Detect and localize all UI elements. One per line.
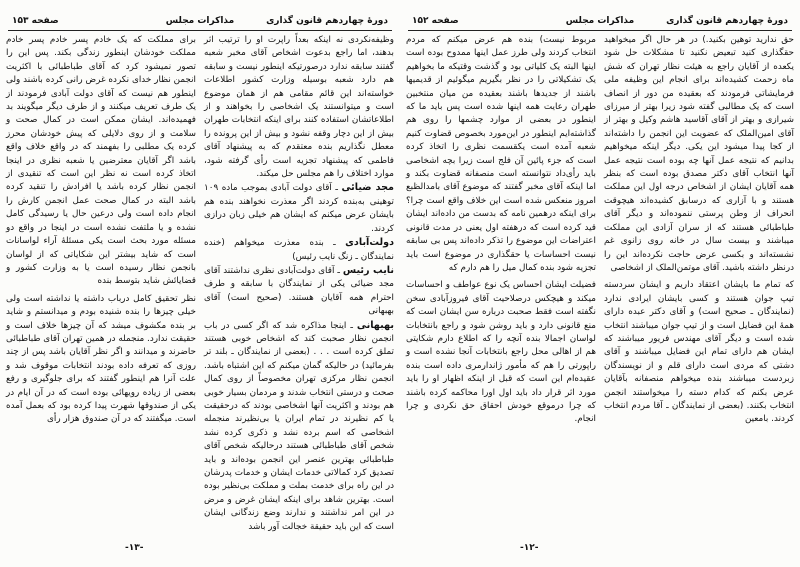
text-column-left (406, 34, 596, 427)
text-column-left (6, 34, 196, 427)
page-header (8, 16, 392, 31)
speaker-name: مجد ضیائی (341, 182, 394, 194)
speech (204, 181, 394, 236)
text-column-right (604, 34, 794, 427)
page-footer-number: -۱۲- (520, 543, 539, 553)
paragraph: وظیفه‌نکردی نه اینکه بعداً راپرت او را ترتیب اثر بدهند، اما راجع بدعوت اشخاص آقای مخبر شعبه گفتند سابقه ندارد درصورتیکه اینطور نیست و سابقه هم دارد شعبه بوسیله وزارت کشور اطلاعات خواسته‌اند این قائم مقامی هم از همان موضوع است و میتوانستند یک اشخاصی را بخواهند و از اطلاعاتشان استفاده کنند برای اینکه انتخابات طهران بیش از این دچار وقفه نشود و بیش از این پرونده را معطل نگذاریم بنده معتقدم که به پیشنهاد آقای فاطمی که پیشنهاد تجزیه است رأی گرفته شود، موارد اختلاف را هم مجلس حل میکند. (204, 35, 394, 180)
speech (204, 236, 394, 264)
speech-text: ـ آقای دولت‌آبادی نظری نداشتند آقای مجد ضیائی یکی از نمایندگان با سابقه و طرف احترام همه آقایان هستند. (صحیح است) آقای بهبهانی (204, 265, 394, 317)
paragraph: فضیلت ایشان احساس یک نوع عواطف و احساسات میکند و هیچکس درصلاحیت آقای فیروزآبادی سخن نگفته است فقط صحبت درباره سن ایشان است که منع قانونی دارد و باید روشن شود و راجع بانتخابات لواسان اجمالا بنده آنچه را که اطلاع دارم شکایتی هم از اهالی محل راجع بانتخابات آنجا نشده است و راپورتی را هم که مأمور ژاندارمری داده است بنده عقیده‌ام این است که قبل از اینکه اظهار او را باید مورد اثر قرار داد باید اول اورا محاکمه کرده باشند که چرا درموقع خودش احقاق حق نکردی و چرا انجام. (406, 280, 596, 425)
page-header (408, 16, 792, 31)
speech-text: ـ اینجا مذاکره شد که اگر کسی در باب انجمن نظار صحبت کند که اشخاص خوبی هستند تملق کرده است . . . (بعضی از نمایندگان ـ بلند تر بفرمائید) در حالیکه گمان میکنم که این اشتباه باشد. انجمن نظار مرکزی تهران مخصوصاً از روی کمال صحت و درستی انتخاب شدند و مردمان بسیار خوبی هم بودند و اکثریت آنها اشخاصی بودند که درحقیقت یا کم نظیرند در تمام ایران یا بی‌نظیرند منجمله اشخاصی که اسم برده نشد و ذکری کرده نشد شخص آقای طباطبائی هستند درحالیکه شخص آقای طباطبائی بهترین عنصر این انجمن بوده‌اند و باید تصدیق کرد کمالاتی خدمات ایشان و خدمات پدرشان در این راه برای خدمت بملت و مملکت بی‌نظیر بوده است. بهترین شاهد برای اینکه ایشان غرض و مرض در این امر نداشتند و ندارند وضع زندگانی ایشان است که این باید حقیقة خجالت آور باشد (204, 320, 394, 532)
paragraph: برای مملکت که یک خادم پسر خادم پسر خادم مملکت خودشان اینطور زندگی بکند. پس این را تصور نمیشود کرد که آقای طباطبائی با اکثریت انجمن نظار خدای نکرده غرض رانی کرده باشند ولی اینطور هم نیست که آقای دولت آبادی فرمودند از یک طرف تعریف میکنند و از طرف دیگر میگویند بد فهمیده‌اند. ایشان ممکن است در کمال صحت و سلامت و از روی دلایلی که پیش خودشان محرز کرده یک مطلبی را بفهمند که در واقع خلاف واقع باشد اگر آقایان معترضین یا شعبه نظری در اینجا اتخاذ کرده است نه نظر این است که تنقیدی از انجمن نظار کرده باشد یا افرادش را تنقید کرده باشد البته در کمال صحت عمل انجمن کارش را انجام داده است ولی درعین حال یا رسیدگی کامل نشده و یا ملتفت نشده است در اینجا در واقع دو مسئله مورد بحث است یکی مسئلهٔ آراء لواسانات است که شاید بیشتر این شکایاتی که از لواسان بانجمن نظار رسیده است یا به وزارت کشور و قضایائش شاید بتوسط بنده (6, 35, 196, 287)
session-title: دورهٔ چهاردهم قانون گذاری (266, 16, 388, 26)
publication-title: مذاکرات مجلس (165, 16, 235, 26)
text-column-right (204, 34, 394, 534)
publication-title: مذاکرات مجلس (565, 16, 635, 26)
speech-text: ـ بنده معذرت میخواهم (خنده نمایندگان ـ زنگ نایب رئیس) (204, 238, 394, 262)
page-number-label: صفحه ۱۵۳ (12, 16, 59, 26)
page-footer-number: -۱۳- (125, 543, 144, 553)
page-152 (400, 0, 800, 567)
speaker-name: دولت‌آبادی (345, 237, 394, 249)
speech (204, 264, 394, 319)
speech (204, 319, 394, 535)
paragraph: نظر تحقیق کامل درباب داشته یا نداشته است ولی خیلی چیزها را بنده شنیده بودم و میدانستم و شاید بر بنده مکشوف میشد که آن چیزها خلاف است و حقیقت ندارد. منجمله در همین تهران آقای طباطبائی حاضرند و میدانند و اگر نظر آقایان باشد پس از چند روزی که تعرفه داده بودند انتخابات موقوف شد و علت آنرا هم اینطور گفتند که برای جلوگیری و رفع بعضی از زیاده رویهائی بوده است که در آن ایام در یکی از صندوقها شهرت پیدا کرده بود که بعمل آمده است. میگفتند که در آن صندوق هزار رأی (6, 293, 196, 425)
speech-text: ـ آقای دولت آبادی بموجب ماده ۱۰۹ توهینی به‌بنده کردند اگر معذرت نخواهند بنده هم بایشان عرض میکنم که ایشان هم خیلی زبان درازی کردند. (204, 183, 394, 234)
paragraph: مربوط نیست) بنده هم عرض میکنم که مردم انتخاب کردند ولی طرز عمل اینها ممدوح بوده است اینها البته یک کلیاتی بود و گذشت وقتیکه ما بخواهیم یک تشکیلاتی را در نظر بگیریم میگوئیم از قدیمیها باشند از جدیدها باشند بعقیده من میان منتخبین طهران رعایت همه اینها شده است پس باید ما که اینطور در بعضی از موارد چشمها را روی هم گذاشته‌ایم اینطور در این‌مورد بخصوص قضاوت کنیم شعبه آمده است یکقسمت نظری را اتخاذ کرده است که جزء پائین آن فلج است زیرا بچه اشخاصی باید رأی‌داد نتوانسته است منصفانه قضاوت بکند و اما اینکه آقای مخبر گفتند که موضوع آقای بامدالظبع امروز منعکس شده است این خلاف واقع است چرا؟ برای اینکه درهمین نامه که بدست من داده‌اند ایشان قید کرده است که درهفته اول یعنی در مدت قانونی اعتراضات این موضوع را تذکر داده‌اند پس بی سابقه نیست احساسات یا حقگذاری در موضوع است باید تجزیه شود بنده کمال میل را هم دارم که (406, 35, 596, 273)
page-number-label: صفحه ۱۵۲ (412, 16, 459, 26)
session-title: دورهٔ چهاردهم قانون گذاری (666, 16, 788, 26)
speaker-name: بهبهانی (356, 319, 394, 331)
paragraph: حق ندارید توهین بکنید.) در هر حال اگر میخواهید حقگذاری کنید تبعیض نکنید تا مشکلات حل شود یکعده از آقایان راجع به هیئت نظار تهران که شش ماه زحمت کشیده‌اند برای انجام این وظیفه ملی فرمایشاتی فرمودند که بعقیده من دور از انصاف است که یک مطالبی گفته شود زیرا بهتر از میرزای شیرازی و بهتر از آقای آقاسید هاشم وکیل و بهتر از آقای امین‌الملک که عضویت این انجمن را داشته‌اند از کجا پیدا میشود این یکی. دیگر اینکه میخواهیم بدانیم که نتیجه عمل آنها چه بوده است نتیجه عمل آنها انتخاب آقای دکتر مصدق بوده است که بنظر همه آقایان ایشان از اشخاص درجه اول این مملکت هستند و با آزاری که درسابق کشیده‌اند هیچوقت انحراف از وطن پرستی ننموده‌اند و دیگر آقای طباطبائی هستند که از سران آزادی این مملکت میباشند و بیست سال در خانه روی زانوی غم نشسته‌اند و بکسی عرض حاجت نکرده‌اند این را درنظر داشته باشید. آقای موتمن‌الملک از اشخاصی (604, 35, 794, 273)
paragraph: که تمام ما بایشان اعتقاد داریم و ایشان سردسته تیپ جوان هستند و کسی بایشان ایرادی ندارد (نمایندگان ـ صحیح است) و آقای دکتر عبده دارای همهٔ این فضایل است و از تیپ جوان میباشند انتخاب شده است و دیگر آقای مهندس فریور میباشند که ایشان هم دارای تمام این فضایل میباشند و آقای دشتی که مردی است دارای قلم و از نویسندگان زبردست میباشند بنده میخواهم منصفانه بآقایان عرض بکنم که کدام دسته را میخواستند انجمن انتخاب بکنند. (بعضی از نمایندگان ـ آقا مردم انتخاب کردند. بامعین (604, 280, 794, 425)
speaker-name: نایب رئیس (342, 264, 395, 276)
